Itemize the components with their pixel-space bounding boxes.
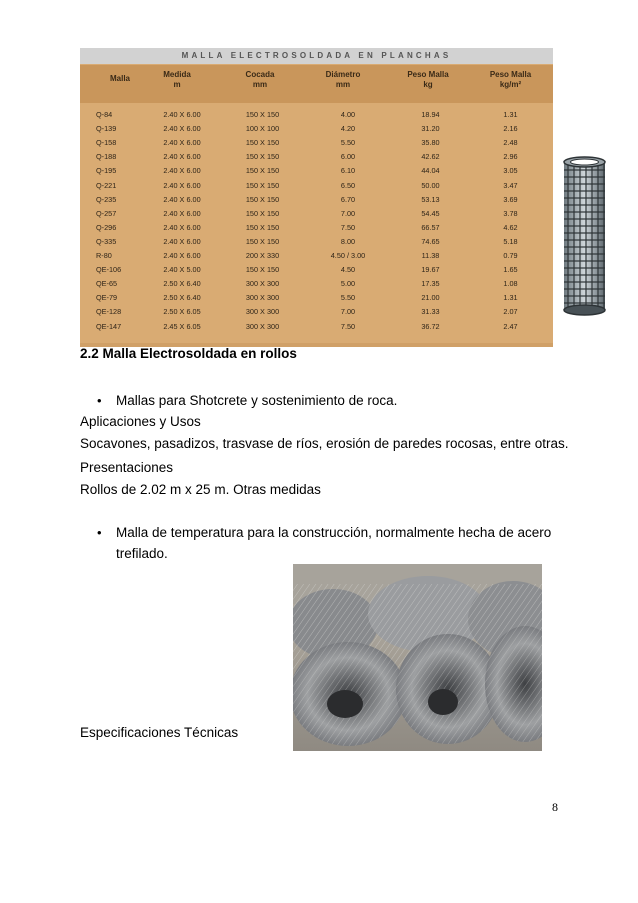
- table-cell: 150 X 150: [245, 110, 280, 119]
- table-header-cell: Malla: [109, 74, 130, 83]
- table-row: [80, 235, 553, 249]
- table-row: [80, 221, 553, 235]
- table-cell: 300 X 300: [245, 321, 280, 331]
- applications-text: Socavones, pasadizos, trasvase de ríos, erosión de paredes rocosas, entre otras.: [80, 436, 569, 451]
- table-cell: 2.40 X 6.00: [163, 180, 201, 190]
- table-cell: 300 X 300: [245, 279, 280, 289]
- table-cell: Q-235: [96, 194, 117, 204]
- applications-label: Aplicaciones y Usos: [80, 414, 201, 429]
- table-cell: 300 X 300: [245, 307, 280, 317]
- table-cell: 66.57: [421, 222, 440, 232]
- section-heading: 2.2 Malla Electrosoldada en rollos: [80, 346, 297, 361]
- table-cell: 5.18: [503, 236, 518, 246]
- table-cell: 150 X 150: [245, 208, 280, 218]
- table-row: [80, 291, 553, 305]
- table-cell: 1.31: [503, 293, 518, 303]
- table-cell: 7.50: [340, 321, 356, 331]
- table-cell: 3.69: [503, 194, 518, 204]
- table-cell: 2.50 X 6.40: [163, 279, 201, 289]
- table-cell: 2.07: [503, 307, 518, 317]
- mesh-spec-table: [80, 48, 553, 347]
- table-cell: QE-128: [96, 307, 122, 317]
- table-cell: 11.38: [421, 251, 440, 260]
- table-cell: 150 X 150: [245, 166, 280, 176]
- table-cell: 150 X 150: [245, 222, 280, 232]
- table-cell: 3.78: [503, 208, 518, 218]
- table-row: [80, 122, 553, 136]
- table-cell: Q-139: [96, 124, 117, 134]
- table-cell: Q-221: [96, 180, 117, 190]
- table-cell: 2.40 X 6.00: [163, 152, 201, 162]
- table-cell: 54.45: [421, 208, 440, 218]
- table-cell: Q-195: [96, 166, 117, 176]
- table-cell: 4.20: [340, 124, 356, 134]
- table-cell: 2.40 X 6.00: [163, 138, 201, 148]
- table-cell: 31.33: [421, 307, 440, 317]
- table-cell: 150 X 150: [245, 236, 280, 246]
- table-cell: 2.16: [503, 124, 518, 134]
- table-row: [80, 249, 553, 263]
- table-cell: 2.40 X 6.00: [163, 124, 201, 134]
- table-cell: 2.40 X 5.00: [163, 265, 201, 275]
- table-cell: 36.72: [421, 321, 440, 331]
- table-cell: 44.04: [421, 166, 440, 176]
- table-cell: 150 X 150: [245, 152, 280, 162]
- table-cell: 4.00: [340, 110, 356, 119]
- table-cell: 300 X 300: [245, 293, 280, 303]
- wire-rolls-photo: [293, 564, 542, 751]
- table-cell: 6.70: [340, 194, 356, 204]
- table-cell: 3.05: [503, 166, 518, 176]
- table-cell: 18.94: [421, 110, 440, 119]
- table-cell: R-80: [96, 251, 112, 260]
- table-header-cell: Medida m: [163, 70, 191, 89]
- presentations-text: Rollos de 2.02 m x 25 m. Otras medidas: [80, 482, 321, 497]
- table-cell: 1.08: [503, 279, 518, 289]
- table-cell: QE-79: [96, 293, 118, 303]
- table-cell: 2.40 X 6.00: [163, 110, 201, 119]
- table-title: MALLA ELECTROSOLDADA EN PLANCHAS: [80, 48, 553, 64]
- table-cell: 2.40 X 6.00: [163, 222, 201, 232]
- table-cell: Q-296: [96, 222, 117, 232]
- table-cell: 2.50 X 6.05: [163, 307, 201, 317]
- table-cell: 50.00: [421, 180, 440, 190]
- table-cell: 31.20: [421, 124, 440, 134]
- table-cell: 6.50: [340, 180, 356, 190]
- table-row: [80, 207, 553, 221]
- bullet-marker: •: [97, 525, 102, 540]
- table-cell: 2.40 X 6.00: [163, 236, 201, 246]
- table-cell: 150 X 150: [245, 180, 280, 190]
- bullet-marker: •: [97, 393, 102, 408]
- table-cell: 53.13: [421, 194, 440, 204]
- table-row: [80, 263, 553, 277]
- table-cell: Q-257: [96, 208, 117, 218]
- table-cell: 74.65: [421, 236, 440, 246]
- table-cell: 6.10: [340, 166, 356, 176]
- table-cell: 8.00: [340, 236, 356, 246]
- table-header-cell: Peso Malla kg: [407, 70, 449, 89]
- table-cell: QE-147: [96, 321, 122, 331]
- table-cell: 150 X 150: [245, 138, 280, 148]
- table-cell: 150 X 150: [245, 194, 280, 204]
- mesh-roll-image: [562, 156, 607, 316]
- table-row: [80, 136, 553, 150]
- table-cell: 1.31: [503, 110, 518, 119]
- table-row: [80, 305, 553, 319]
- table-cell: Q-84: [96, 110, 113, 119]
- table-cell: 100 X 100: [245, 124, 280, 134]
- table-cell: 150 X 150: [245, 265, 280, 275]
- table-cell: 21.00: [421, 293, 440, 303]
- table-row: [80, 193, 553, 207]
- table-row: [80, 150, 553, 164]
- table-cell: QE-106: [96, 265, 122, 275]
- table-cell: 4.50: [340, 265, 356, 275]
- table-header-cell: Peso Malla kg/m²: [489, 70, 532, 89]
- table-cell: 5.00: [340, 279, 356, 289]
- table-cell: 2.40 X 6.00: [163, 208, 201, 218]
- table-row: [80, 108, 553, 122]
- table-row: [80, 164, 553, 178]
- bullet-item-temperature-line1: Malla de temperatura para la construcción, normalmente hecha de acero: [116, 525, 552, 540]
- table-cell: 1.65: [503, 265, 518, 275]
- table-header-cell: Diámetro mm: [325, 70, 361, 89]
- table-cell: Q-188: [96, 152, 117, 162]
- table-cell: QE-65: [96, 279, 118, 289]
- table-cell: Q-335: [96, 236, 117, 246]
- table-cell: 0.79: [503, 251, 518, 260]
- table-row: [80, 179, 553, 193]
- table-cell: 2.96: [503, 152, 518, 162]
- table-cell: 2.40 X 6.00: [163, 194, 201, 204]
- table-cell: 7.00: [340, 208, 356, 218]
- table-cell: 7.50: [340, 222, 356, 232]
- table-cell: 19.67: [421, 265, 440, 275]
- presentations-label: Presentaciones: [80, 460, 174, 475]
- table-cell: 3.47: [503, 180, 518, 190]
- table-cell: 200 X 330: [245, 251, 280, 260]
- table-cell: 2.47: [503, 321, 518, 331]
- table-cell: 7.00: [340, 307, 356, 317]
- table-cell: 2.50 X 6.40: [163, 293, 201, 303]
- table-cell: 35.80: [421, 138, 440, 148]
- table-cell: 2.40 X 6.00: [163, 166, 201, 176]
- table-cell: 17.35: [421, 279, 440, 289]
- bullet-item-temperature-line2: trefilado.: [116, 546, 168, 561]
- table-cell: 2.45 X 6.05: [163, 321, 201, 331]
- table-cell: 4.50 / 3.00: [330, 251, 366, 260]
- table-cell: 6.00: [340, 152, 356, 162]
- table-cell: 4.62: [503, 222, 518, 232]
- table-cell: Q-158: [96, 138, 117, 148]
- table-header-cell: Cocada mm: [245, 70, 275, 89]
- bullet-item-shotcrete: Mallas para Shotcrete y sostenimiento de roca.: [116, 393, 398, 408]
- table-cell: 2.48: [503, 138, 518, 148]
- table-row: [80, 277, 553, 291]
- table-row: [80, 320, 553, 334]
- table-cell: 2.40 X 6.00: [163, 251, 201, 260]
- page-number: 8: [552, 800, 558, 814]
- technical-specs-label: Especificaciones Técnicas: [80, 725, 239, 740]
- table-cell: 42.62: [421, 152, 440, 162]
- table-cell: 5.50: [340, 293, 356, 303]
- table-cell: 5.50: [340, 138, 356, 148]
